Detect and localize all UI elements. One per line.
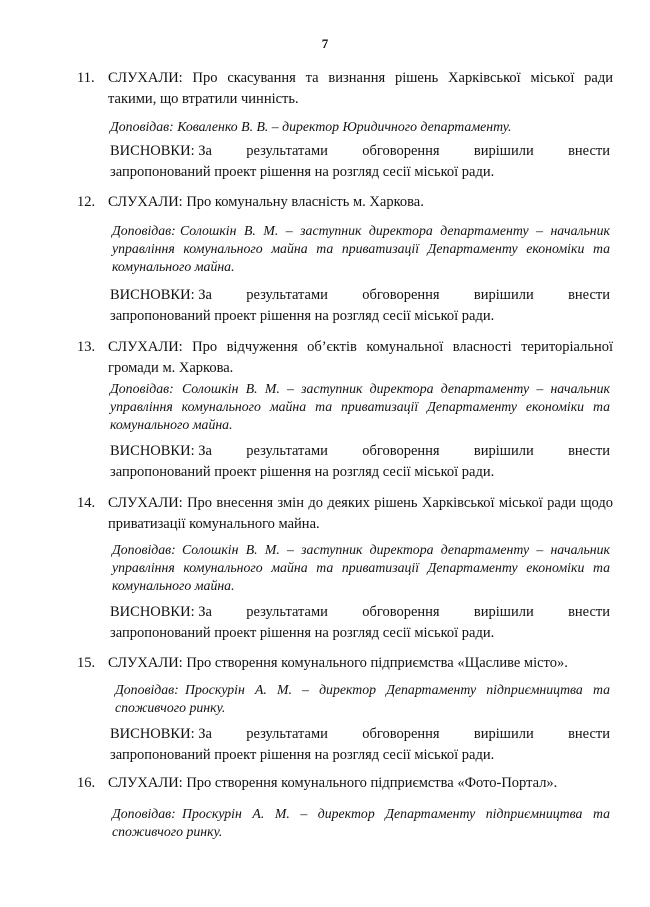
conclusion-block: [110, 724, 610, 766]
conclusion-rest: запропонований проект рішення на розгляд сесії міської ради.: [110, 308, 495, 324]
conclusion-block: [110, 141, 610, 183]
conclusion-word: обговорення: [362, 443, 440, 459]
conclusion-word: внести: [568, 604, 610, 620]
conclusion-word: результатами: [246, 726, 328, 742]
reporter-label: Доповідав:: [112, 542, 176, 557]
reporter-label: Доповідав:: [112, 806, 176, 821]
conclusion-word: результатами: [246, 604, 328, 620]
conclusion-word: вирішили: [473, 726, 534, 742]
reporter-text: Солошкін В. М. – заступник директора департаменту – начальник управління комунального майна та приватизації Департаменту економіки та комунального майна.: [112, 223, 610, 274]
conclusion-word: обговорення: [362, 726, 440, 742]
reporter-block: [115, 681, 610, 717]
reporter-label: Доповідав:: [110, 381, 174, 396]
conclusion-word: результатами: [246, 143, 328, 159]
conclusion-word: вирішили: [473, 143, 534, 159]
conclusion-word: обговорення: [362, 143, 440, 159]
conclusion-word: вирішили: [473, 443, 534, 459]
conclusion-word: обговорення: [362, 287, 440, 303]
conclusion-rest: запропонований проект рішення на розгляд сесії міської ради.: [110, 747, 495, 763]
item-number: 13.: [77, 339, 96, 355]
conclusion-block: [110, 285, 610, 327]
heard-text: СЛУХАЛИ: Про комунальну власність м. Харкова.: [108, 194, 424, 210]
conclusion-word: ВИСНОВКИ: За: [110, 443, 212, 459]
heard-text: СЛУХАЛИ: Про створення комунального підприємства «Фото-Портал».: [108, 775, 558, 791]
reporter-text: Солошкін В. М. – заступник директора департаменту – начальник управління комунального майна та приватизації Департаменту економіки та комунального майна.: [110, 381, 610, 432]
reporter-text: Проскурін А. М. – директор Департаменту підприємництва та споживчого ринку.: [112, 806, 610, 839]
conclusion-word: обговорення: [362, 604, 440, 620]
conclusion-block: [110, 602, 610, 644]
reporter-block: [112, 805, 610, 841]
heard-text: СЛУХАЛИ: Про створення комунального підприємства «Щасливе місто».: [108, 655, 568, 671]
conclusion-word: ВИСНОВКИ: За: [110, 726, 212, 742]
item-number: 12.: [77, 194, 96, 210]
conclusion-word: внести: [568, 287, 610, 303]
conclusion-word: результатами: [246, 287, 328, 303]
heard-text: СЛУХАЛИ: Про внесення змін до деяких рішень Харківської міської ради щодо приватизації комунального майна.: [108, 495, 613, 532]
reporter-text: Проскурін А. М. – директор Департаменту підприємництва та споживчого ринку.: [115, 682, 610, 715]
conclusion-rest: запропонований проект рішення на розгляд сесії міської ради.: [110, 464, 495, 480]
conclusion-word: вирішили: [473, 287, 534, 303]
conclusion-word: внести: [568, 726, 610, 742]
item-number: 11.: [77, 70, 95, 86]
reporter-block: [112, 541, 610, 595]
conclusion-word: вирішили: [473, 604, 534, 620]
reporter-text: Коваленко В. В. – директор Юридичного департаменту.: [177, 119, 512, 134]
page-number: 7: [321, 36, 329, 51]
conclusion-word: ВИСНОВКИ: За: [110, 287, 212, 303]
reporter-label: Доповідав:: [115, 682, 179, 697]
item-number: 14.: [77, 495, 96, 511]
reporter-label: Доповідав:: [112, 223, 176, 238]
conclusion-word: внести: [568, 143, 610, 159]
reporter-label: Доповідав:: [110, 119, 174, 134]
conclusion-rest: запропонований проект рішення на розгляд сесії міської ради.: [110, 625, 495, 641]
conclusion-word: ВИСНОВКИ: За: [110, 604, 212, 620]
conclusion-block: [110, 441, 610, 483]
item-number: 15.: [77, 655, 96, 671]
reporter-block: [110, 380, 610, 434]
reporter-block: [112, 222, 610, 276]
heard-text: СЛУХАЛИ: Про скасування та визнання рішень Харківської міської ради такими, що втратили чинність.: [108, 70, 613, 107]
conclusion-word: внести: [568, 443, 610, 459]
conclusion-word: результатами: [246, 443, 328, 459]
reporter-block: [110, 118, 511, 136]
heard-text: СЛУХАЛИ: Про відчуження об’єктів комунальної власності територіальної громади м. Харкова.: [108, 339, 613, 376]
conclusion-rest: запропонований проект рішення на розгляд сесії міської ради.: [110, 164, 495, 180]
reporter-text: Солошкін В. М. – заступник директора департаменту – начальник управління комунального майна та приватизації Департаменту економіки та комунального майна.: [112, 542, 610, 593]
item-number: 16.: [77, 775, 96, 791]
conclusion-word: ВИСНОВКИ: За: [110, 143, 212, 159]
